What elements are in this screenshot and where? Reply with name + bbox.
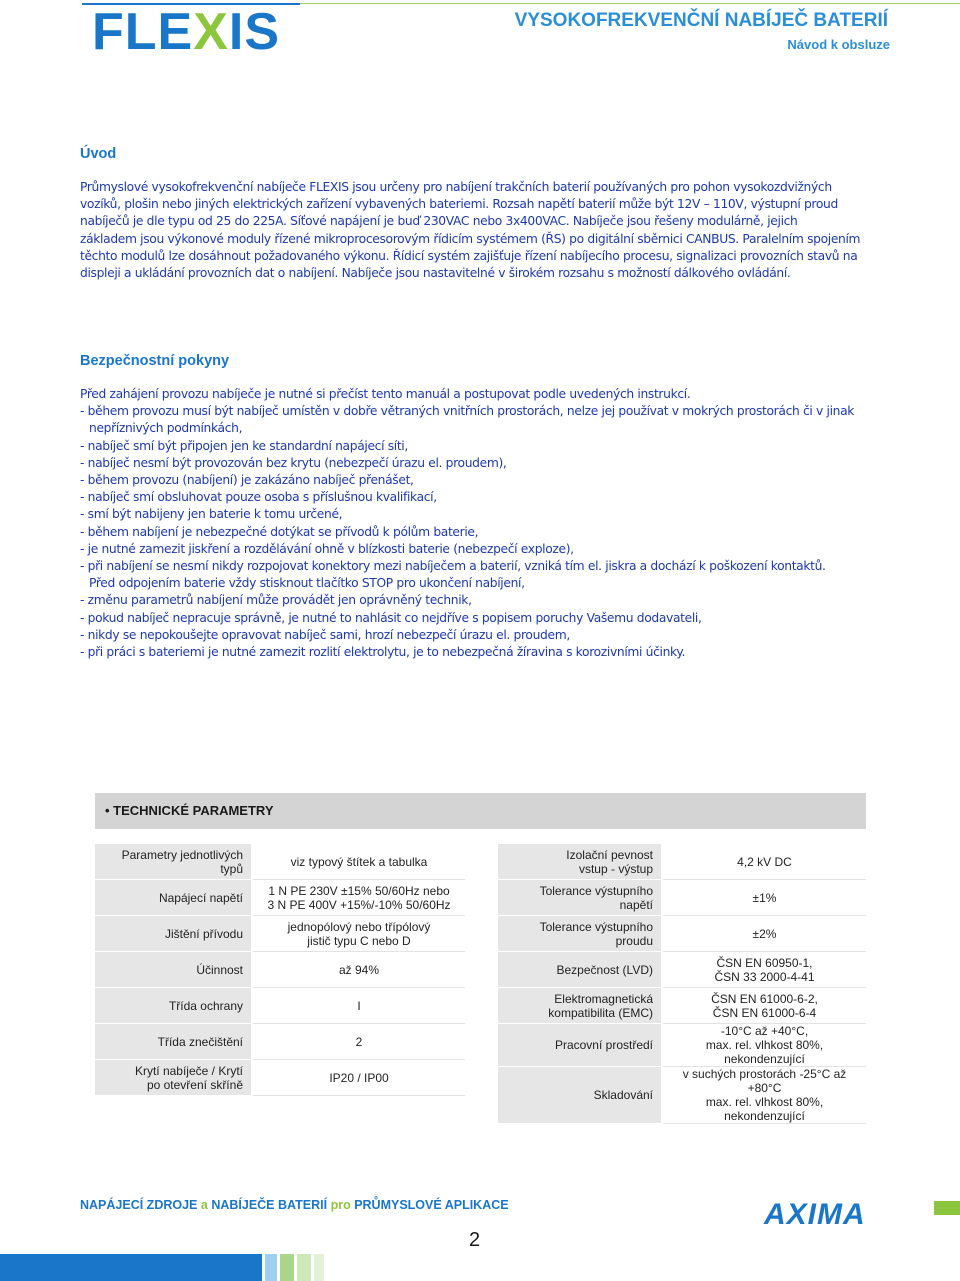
param-label: Pracovní prostředí	[498, 1024, 662, 1067]
table-row	[95, 916, 465, 952]
table-row	[95, 1060, 465, 1096]
safety-line: - pokud nabíječ nepracuje správně, je nutné to nahlásit co nejdříve s popisem poruchy Vašemu dodavateli,	[80, 610, 702, 625]
safety-line: - při práci s bateriemi je nutné zamezit rozlití elektrolytu, je to nebezpečná žíravina s korozivními účinky.	[80, 645, 686, 660]
params-table-right	[498, 844, 866, 1124]
param-label: Napájecí napětí	[95, 880, 252, 916]
safety-line: - při nabíjení se nesmí nikdy rozpojovat konektory mezi nabíječem a baterií, vzniká tím el. jiskra a dochází k poškození kontaktů.	[80, 559, 826, 574]
param-value: v suchých prostorách -25°C až +80°C max. rel. vlhkost 80%, nekondenzující	[662, 1067, 866, 1124]
footer-stripe	[314, 1254, 324, 1281]
safety-heading: Bezpečnostní pokyny	[80, 353, 230, 369]
safety-line: - během nabíjení je nebezpečné dotýkat se přívodů k pólům baterie,	[80, 524, 479, 539]
param-label: Třída znečištění	[95, 1024, 252, 1060]
intro-line: Průmyslové vysokofrekvenční nabíječe FLEXIS jsou určeny pro nabíjení trakčních baterií používaných pro pohon vysokozdvižných	[80, 180, 832, 194]
intro-line: těchto modulů lze dosáhnout požadovaného výkonu. Řídicí systém zajišťuje řízení nabíjecího procesu, signalizaci provozních stavů na	[80, 248, 858, 263]
intro-line: displeji a ukládání provozních dat o nabíjení. Nabíječe jsou nastavitelné v širokém rozsahu s možností dálkového ovládání.	[80, 266, 791, 281]
safety-line: - během provozu (nabíjení) je zakázáno nabíječ přenášet,	[80, 473, 414, 488]
param-value: ČSN EN 60950-1, ČSN 33 2000-4-41	[662, 952, 866, 988]
page-number: 2	[469, 1229, 481, 1251]
safety-line: - nabíječ smí být připojen jen ke standardní napájecí síti,	[80, 438, 408, 453]
intro-line: základem jsou výkonové moduly řízené mikroprocesorovým řídicím systémem (ŘS) po digitální sběrnici CANBUS. Paralelním spojením	[80, 231, 861, 246]
footer-stripe	[0, 1254, 262, 1281]
table-row	[498, 880, 866, 916]
footer-tagline: NAPÁJECÍ ZDROJE a NABÍJEČE BATERIÍ pro PRŮMYSLOVÉ APLIKACE	[80, 1198, 509, 1212]
tech-params-header	[95, 793, 866, 829]
param-value: ±1%	[662, 880, 866, 916]
param-label: Izolační pevnost vstup - výstup	[498, 844, 662, 880]
param-value: viz typový štítek a tabulka	[252, 844, 465, 880]
param-label: Tolerance výstupního napětí	[498, 880, 662, 916]
param-label: Krytí nabíječe / Krytí po otevření skříně	[95, 1060, 252, 1096]
safety-line: - během provozu musí být nabíječ umístěn v dobře větraných vnitřních prostorách, nelze jej používat v mokrých prostorách či v jinak	[80, 404, 855, 419]
param-value: 2	[252, 1024, 465, 1060]
param-value: -10°C až +40°C, max. rel. vlhkost 80%, nekondenzující	[662, 1024, 866, 1067]
safety-line: - změnu parametrů nabíjení může provádět jen oprávněný technik,	[80, 593, 472, 608]
table-row	[498, 988, 866, 1024]
safety-line: - smí být nabijeny jen baterie k tomu určené,	[80, 507, 343, 522]
safety-line: nepříznivých podmínkách,	[89, 421, 243, 436]
param-value: 4,2 kV DC	[662, 844, 866, 880]
intro-paragraph	[80, 179, 860, 282]
safety-line: Před odpojením baterie vždy stisknout tlačítko STOP pro ukončení nabíjení,	[89, 576, 525, 591]
footer-green-tab	[934, 1201, 960, 1215]
param-label: Elektromagnetická kompatibilita (EMC)	[498, 988, 662, 1024]
document-subtitle: Návod k obsluze	[787, 37, 890, 52]
param-label: Třída ochrany	[95, 988, 252, 1024]
footer-stripe	[297, 1254, 311, 1281]
param-value: IP20 / IP00	[252, 1060, 465, 1096]
safety-line: Před zahájení provozu nabíječe je nutné si přečíst tento manuál a postupovat podle uvedených instrukcí.	[80, 387, 691, 401]
table-row	[95, 844, 465, 880]
param-label: Tolerance výstupního proudu	[498, 916, 662, 952]
intro-line: vozíků, plošin nebo jiných elektrických zařízení vybavených bateriemi. Rozsah napětí baterií může být 12V – 110V, výstupní proud	[80, 197, 838, 212]
param-value: ±2%	[662, 916, 866, 952]
param-label: Parametry jednotlivých typů	[95, 844, 252, 880]
safety-line: - je nutné zamezit jiskření a rozdělávání ohně v blízkosti baterie (nebezpečí exploze),	[80, 541, 574, 556]
param-label: Skladování	[498, 1067, 662, 1124]
param-value: 1 N PE 230V ±15% 50/60Hz nebo 3 N PE 400V +15%/-10% 50/60Hz	[252, 880, 465, 916]
param-value: I	[252, 988, 465, 1024]
document-title: VYSOKOFREKVENČNÍ NABÍJEČ BATERIÍ	[514, 10, 888, 31]
footer-stripe	[280, 1254, 294, 1281]
safety-line: - nikdy se nepokoušejte opravovat nabíječ sami, hrozí nebezpečí úrazu el. proudem,	[80, 627, 570, 642]
param-value: jednopólový nebo třípólový jistič typu C nebo D	[252, 916, 465, 952]
flexis-logo: FLEXIS	[92, 3, 281, 61]
table-row	[498, 1067, 866, 1124]
table-row	[95, 952, 465, 988]
header-green-rule	[300, 3, 960, 4]
param-label: Bezpečnost (LVD)	[498, 952, 662, 988]
safety-line: - nabíječ nesmí být provozován bez krytu (nebezpečí úrazu el. proudem),	[80, 455, 507, 470]
axima-logo: AXIMA	[764, 1198, 866, 1231]
param-label: Jištění přívodu	[95, 916, 252, 952]
params-table-left	[95, 844, 465, 1096]
table-row	[95, 880, 465, 916]
tech-params-heading: • TECHNICKÉ PARAMETRY	[105, 803, 274, 818]
table-row	[498, 952, 866, 988]
param-label: Účinnost	[95, 952, 252, 988]
table-row	[498, 1024, 866, 1067]
safety-line: - nabíječ smí obsluhovat pouze osoba s příslušnou kvalifikací,	[80, 490, 437, 505]
footer-stripe	[265, 1254, 277, 1281]
table-row	[95, 1024, 465, 1060]
table-row	[498, 844, 866, 880]
safety-list	[80, 386, 854, 661]
table-row	[95, 988, 465, 1024]
param-value: ČSN EN 61000-6-2, ČSN EN 61000-6-4	[662, 988, 866, 1024]
table-row	[498, 916, 866, 952]
param-value: až 94%	[252, 952, 465, 988]
intro-line: nabíječů je dle typu od 25 do 225A. Síťové napájení je buď 230VAC nebo 3x400VAC. Nabíječe jsou řešeny modulárně, jejich	[80, 214, 798, 229]
intro-heading: Úvod	[80, 146, 117, 162]
